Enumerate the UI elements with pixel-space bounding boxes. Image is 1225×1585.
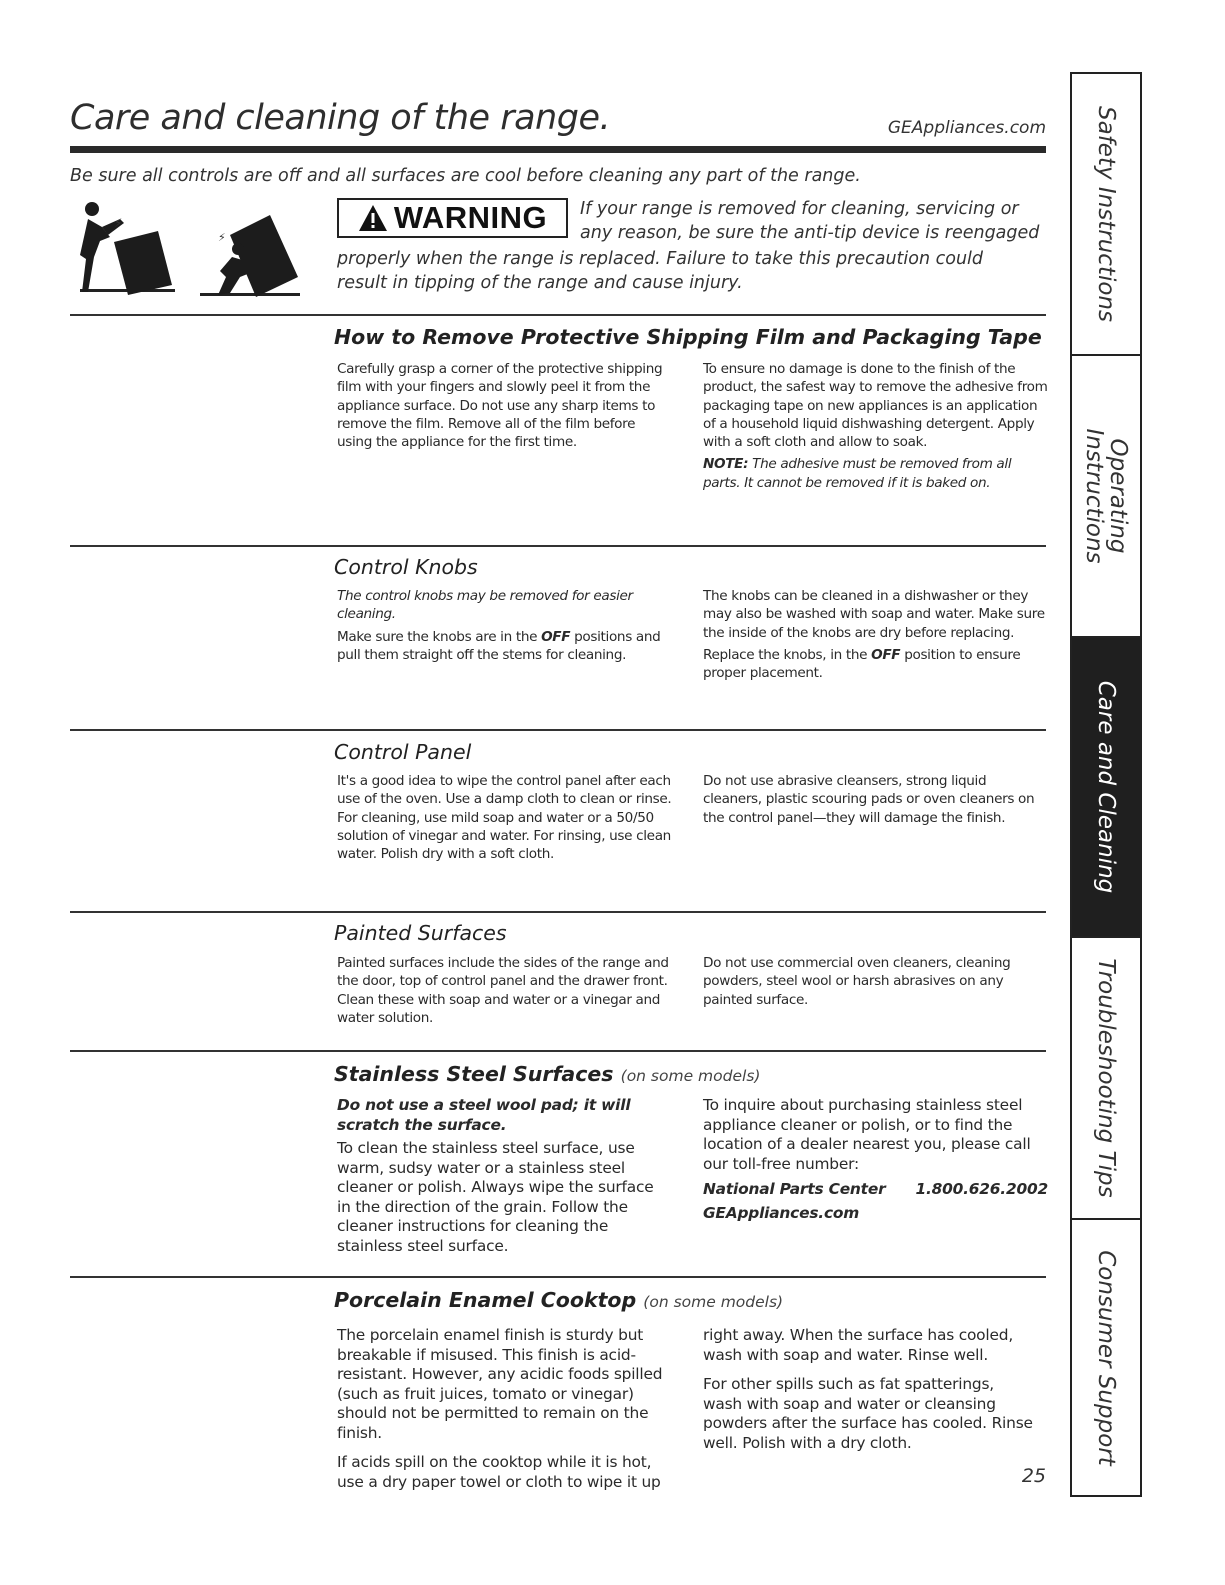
film-note — [703, 455, 1048, 492]
warning-text-line3: properly when the range is replaced. Failure to take this precaution could result in tipping of the range and cause injury. — [337, 249, 984, 293]
film-left-text — [337, 360, 672, 455]
tab-label: Care and Cleaning — [1093, 680, 1119, 894]
knobs-right-2b: position to ensure proper placement. — [703, 646, 1021, 682]
intro-text: Be sure all controls are off and all surfaces are cool before cleaning any part of the range. — [70, 166, 861, 186]
section-divider — [70, 911, 1046, 913]
panel-right-text — [703, 772, 1048, 831]
porcelain-left-1: The porcelain enamel finish is sturdy but breakable if misused. This finish is acid-resistant. However, any acidic foods spilled (such as fruit juices, tomato or vinegar) should not be permitted to remain on the finish. — [337, 1326, 663, 1442]
painted-right-paragraph: Do not use commercial oven cleaners, cleaning powders, steel wool or harsh abrasives on any painted surface. — [703, 955, 1011, 1008]
film-right-paragraph: To ensure no damage is done to the finish of the product, the safest way to remove the adhesive from packaging tape on new appliances is an application of a household liquid dishwashing detergent. Apply with a soft cloth and allow to soak. — [703, 361, 1048, 451]
section-title-painted: Painted Surfaces — [334, 921, 507, 945]
porcelain-title-text: Porcelain Enamel Cooktop — [334, 1288, 637, 1312]
section-divider — [70, 729, 1046, 731]
porcelain-right-2: For other spills such as fat spatterings, wash with soap and water or cleansing powders after the surface has cooled. Rinse well. Polish with a dry cloth. — [703, 1375, 1033, 1452]
stainless-title-text: Stainless Steel Surfaces — [334, 1062, 614, 1086]
page-title: Care and cleaning of the range. — [70, 98, 611, 138]
note-text: The adhesive must be removed from all parts. It cannot be removed if it is baked on. — [703, 456, 1012, 491]
knobs-right-1: The knobs can be cleaned in a dishwasher or they may also be washed with soap and water. Make sure the inside of the knobs are dry before replacing. — [703, 588, 1045, 641]
stainless-right-paragraph: To inquire about purchasing stainless steel appliance cleaner or polish, or to find the location of a dealer nearest you, please call our toll-free number: — [703, 1096, 1031, 1173]
porcelain-right-1: right away. When the surface has cooled, wash with soap and water. Rinse well. — [703, 1326, 1014, 1364]
section-title-knobs: Control Knobs — [334, 555, 478, 579]
tab-label — [1082, 428, 1130, 563]
warning-text-line1: If your range is removed for cleaning, servicing or — [580, 199, 1019, 219]
tab-consumer-support[interactable] — [1072, 1220, 1140, 1495]
note-label: NOTE: — [703, 456, 749, 473]
stainless-warning: Do not use a steel wool pad; it will scratch the surface. — [337, 1096, 631, 1134]
section-divider — [70, 314, 1046, 316]
side-tabs — [1070, 72, 1142, 1497]
parts-center-phone[interactable]: 1.800.626.2002 — [915, 1180, 1048, 1198]
website-link[interactable]: GEAppliances.com — [887, 118, 1046, 138]
tab-label: Consumer Support — [1093, 1249, 1119, 1466]
porcelain-right-text — [703, 1326, 1033, 1457]
panel-left-paragraph: It's a good idea to wipe the control panel after each use of the oven. Use a damp cloth to clean or rinse. For cleaning, use mild soap and water or a 50/50 solution of vinegar and water. For rinsing, use clean water. Polish dry with a soft cloth. — [337, 773, 672, 863]
section-divider — [70, 1050, 1046, 1052]
off-label: OFF — [871, 646, 901, 663]
knobs-left-paragraph — [337, 628, 672, 665]
knobs-right-2a: Replace the knobs, in the — [703, 646, 868, 663]
panel-right-paragraph: Do not use abrasive cleansers, strong liquid cleaners, plastic scouring pads or oven cleaners on the control panel—they will damage the finish. — [703, 773, 1035, 826]
warning-text-line2: any reason, be sure the anti-tip device is reengaged — [580, 223, 1040, 243]
page-number: 25 — [1021, 1465, 1046, 1487]
film-left-paragraph: Carefully grasp a corner of the protective shipping film with your fingers and slowly peel it from the appliance surface. Do not use any sharp items to remove the film. Remove all of the film before using the appliance for the first time. — [337, 361, 663, 451]
knobs-right-paragraph — [703, 646, 1048, 683]
stainless-right-text — [703, 1096, 1048, 1223]
knobs-left-2: positions and pull them straight off the stems for cleaning. — [337, 628, 661, 663]
porcelain-left-2: If acids spill on the cooktop while it is hot, use a dry paper towel or cloth to wipe it up — [337, 1453, 661, 1491]
panel-left-text — [337, 772, 672, 867]
painted-right-text — [703, 954, 1048, 1013]
svg-text:⚡: ⚡ — [114, 216, 123, 230]
section-title-stainless — [334, 1062, 760, 1086]
parts-center-label: National Parts Center — [703, 1180, 886, 1198]
warning-label: WARNING — [393, 200, 548, 235]
tab-label-line2: Instructions — [1081, 428, 1107, 564]
tab-troubleshooting-tips[interactable] — [1072, 938, 1140, 1220]
porcelain-subtitle: (on some models) — [643, 1293, 784, 1311]
porcelain-left-text — [337, 1326, 677, 1496]
section-divider — [70, 1276, 1046, 1278]
off-label: OFF — [541, 628, 571, 645]
tab-label: Safety Instructions — [1093, 106, 1119, 322]
knobs-left-italic: The control knobs may be removed for easier cleaning. — [337, 588, 633, 623]
tab-safety-instructions[interactable] — [1072, 74, 1140, 356]
warning-label-box — [337, 198, 568, 238]
stainless-website-link[interactable]: GEAppliances.com — [703, 1203, 860, 1222]
stainless-left-text — [337, 1096, 667, 1260]
section-title-film: How to Remove Protective Shipping Film and Packaging Tape — [334, 325, 1042, 349]
svg-text:⚡: ⚡ — [218, 231, 226, 244]
stainless-subtitle: (on some models) — [620, 1067, 761, 1085]
tab-operating-instructions[interactable] — [1072, 356, 1140, 638]
painted-left-paragraph: Painted surfaces include the sides of the range and the door, top of control panel and the drawer front. Clean these with soap and water or a vinegar and water solution. — [337, 955, 669, 1026]
knobs-left-text — [337, 587, 672, 668]
tab-label: Troubleshooting Tips — [1093, 958, 1119, 1198]
film-right-text — [703, 360, 1048, 496]
tab-label-line1: Operating — [1105, 438, 1131, 554]
tab-care-and-cleaning[interactable] — [1072, 638, 1140, 938]
painted-left-text — [337, 954, 672, 1031]
parts-center-row — [703, 1180, 1048, 1200]
knobs-left-1: Make sure the knobs are in the — [337, 628, 538, 645]
warning-triangle-icon — [358, 204, 388, 232]
section-title-porcelain — [334, 1288, 783, 1312]
section-title-panel: Control Panel — [334, 740, 472, 764]
section-divider — [70, 545, 1046, 547]
stainless-left-paragraph: To clean the stainless steel surface, use warm, sudsy water or a stainless steel cleaner or polish. Always wipe the surface in the direction of the grain. Follow the cleaner instructions for cleaning the stainless steel surface. — [337, 1139, 654, 1255]
knobs-right-text — [703, 587, 1048, 686]
header-rule — [70, 146, 1046, 153]
anti-tip-illustration — [80, 197, 310, 301]
